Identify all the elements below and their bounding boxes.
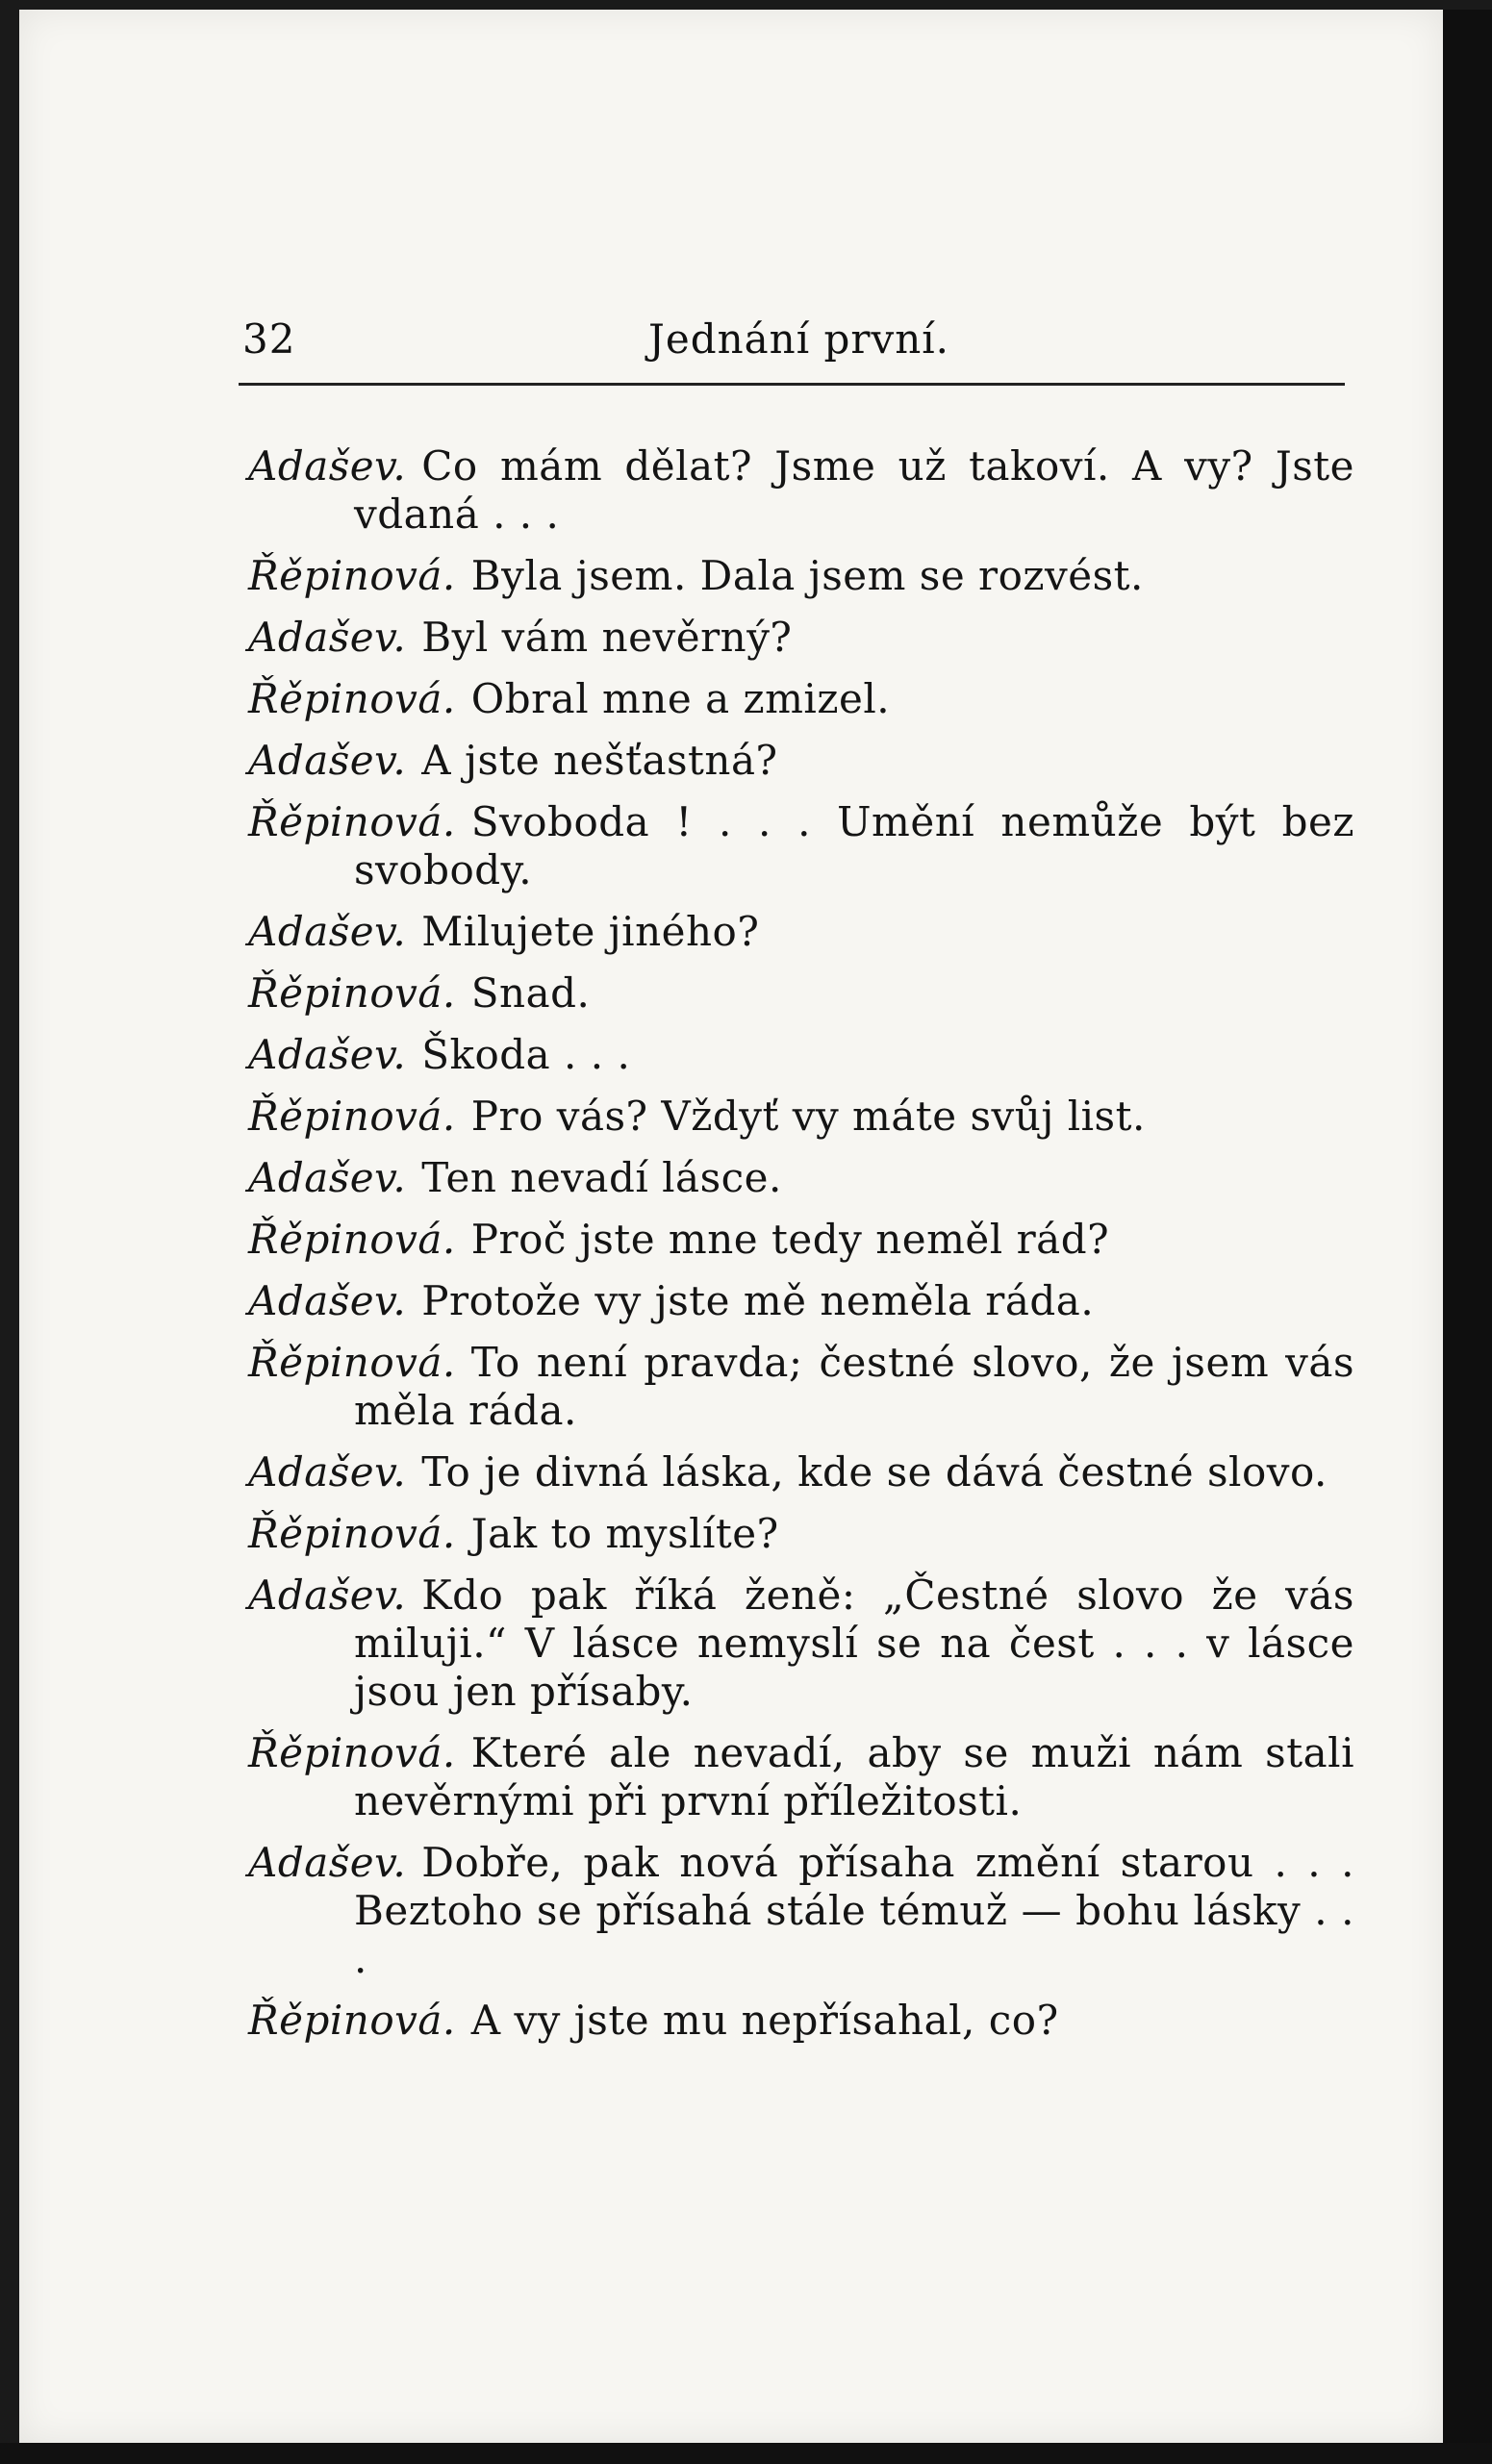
speaker-name: Adašev. xyxy=(248,1448,407,1496)
speech-text: Jak to myslíte? xyxy=(470,1510,779,1557)
dialogue-line xyxy=(248,1448,1354,1496)
speech-text: To není pravda; čestné slovo, že jsem vás měla ráda. xyxy=(354,1339,1354,1434)
dialogue-line xyxy=(248,1729,1354,1825)
speaker-name: Řěpinová. xyxy=(248,1093,456,1140)
dialogue-line xyxy=(248,1510,1354,1558)
dialogue-line xyxy=(248,442,1354,539)
speaker-name: Adašev. xyxy=(248,442,407,490)
speech-text: Milujete jiného? xyxy=(421,908,760,955)
page-header xyxy=(242,315,1344,373)
speech-text: Byla jsem. Dala jsem se rozvést. xyxy=(470,552,1144,599)
speaker-name: Řěpinová. xyxy=(248,1216,456,1263)
speech-text: Které ale nevadí, aby se muži nám stali nevěrnými při první příležitosti. xyxy=(354,1729,1354,1824)
speech-text: Škoda . . . xyxy=(421,1031,631,1078)
speaker-name: Adašev. xyxy=(248,1277,407,1324)
dialogue-line xyxy=(248,1031,1354,1079)
speaker-name: Řěpinová. xyxy=(248,1510,456,1557)
speaker-name: Řěpinová. xyxy=(248,969,456,1017)
speaker-name: Řěpinová. xyxy=(248,552,456,599)
speaker-name: Řěpinová. xyxy=(248,1339,456,1386)
speaker-name: Adašev. xyxy=(248,737,407,784)
speech-text: Ten nevadí lásce. xyxy=(421,1154,782,1201)
page-number: 32 xyxy=(242,315,296,363)
dialogue-line xyxy=(248,798,1354,894)
speaker-name: Adašev. xyxy=(248,614,407,661)
dialogue-line xyxy=(248,969,1354,1018)
speaker-name: Řěpinová. xyxy=(248,1729,456,1776)
dialogue-line xyxy=(248,1839,1354,1983)
dialogue-line xyxy=(248,1571,1354,1716)
speech-text: To je divná láska, kde se dává čestné slovo. xyxy=(421,1448,1328,1496)
speaker-name: Adašev. xyxy=(248,1031,407,1078)
header-rule xyxy=(239,383,1345,386)
dialogue-block xyxy=(248,442,1354,2058)
speech-text: Obral mne a zmizel. xyxy=(470,675,891,722)
dialogue-line xyxy=(248,675,1354,723)
speech-text: Dobře, pak nová přísaha změní starou . . . Beztoho se přísahá stále témuž — bohu lásky . . . xyxy=(354,1839,1354,1982)
speech-text: A vy jste mu nepřísahal, co? xyxy=(470,1997,1059,2044)
dialogue-line xyxy=(248,908,1354,956)
page-edge-bottom xyxy=(0,2443,1492,2464)
speech-text: Protože vy jste mě neměla ráda. xyxy=(421,1277,1095,1324)
dialogue-line xyxy=(248,1277,1354,1325)
speaker-name: Řěpinová. xyxy=(248,1997,456,2044)
speaker-name: Adašev. xyxy=(248,1571,407,1619)
dialogue-line xyxy=(248,1154,1354,1202)
dialogue-line xyxy=(248,1997,1354,2045)
speech-text: Co mám dělat? Jsme už takoví. A vy? Jste vdaná . . . xyxy=(354,442,1354,538)
dialogue-line xyxy=(248,1216,1354,1264)
speech-text: Proč jste mne tedy neměl rád? xyxy=(470,1216,1110,1263)
speech-text: Byl vám nevěrný? xyxy=(421,614,793,661)
speech-text: Snad. xyxy=(470,969,591,1017)
speaker-name: Adašev. xyxy=(248,1154,407,1201)
speech-text: Svoboda ! . . . Umění nemůže být bez svobody. xyxy=(354,798,1354,893)
speaker-name: Řěpinová. xyxy=(248,675,456,722)
speaker-name: Adašev. xyxy=(248,908,407,955)
dialogue-line xyxy=(248,1093,1354,1141)
dialogue-line xyxy=(248,1339,1354,1435)
dialogue-line xyxy=(248,552,1354,600)
speech-text: Pro vás? Vždyť vy máte svůj list. xyxy=(470,1093,1146,1140)
running-head: Jednání první. xyxy=(648,315,950,363)
speaker-name: Řěpinová. xyxy=(248,798,456,845)
speech-text: A jste nešťastná? xyxy=(421,737,778,784)
speaker-name: Adašev. xyxy=(248,1839,407,1886)
dialogue-line xyxy=(248,614,1354,662)
dialogue-line xyxy=(248,737,1354,785)
speech-text: Kdo pak říká ženě: „Čestné slovo že vás miluji.“ V lásce nemyslí se na čest . . . v lásce jsou jen přísaby. xyxy=(354,1571,1354,1715)
page-edge-shadow xyxy=(1443,10,1492,2464)
